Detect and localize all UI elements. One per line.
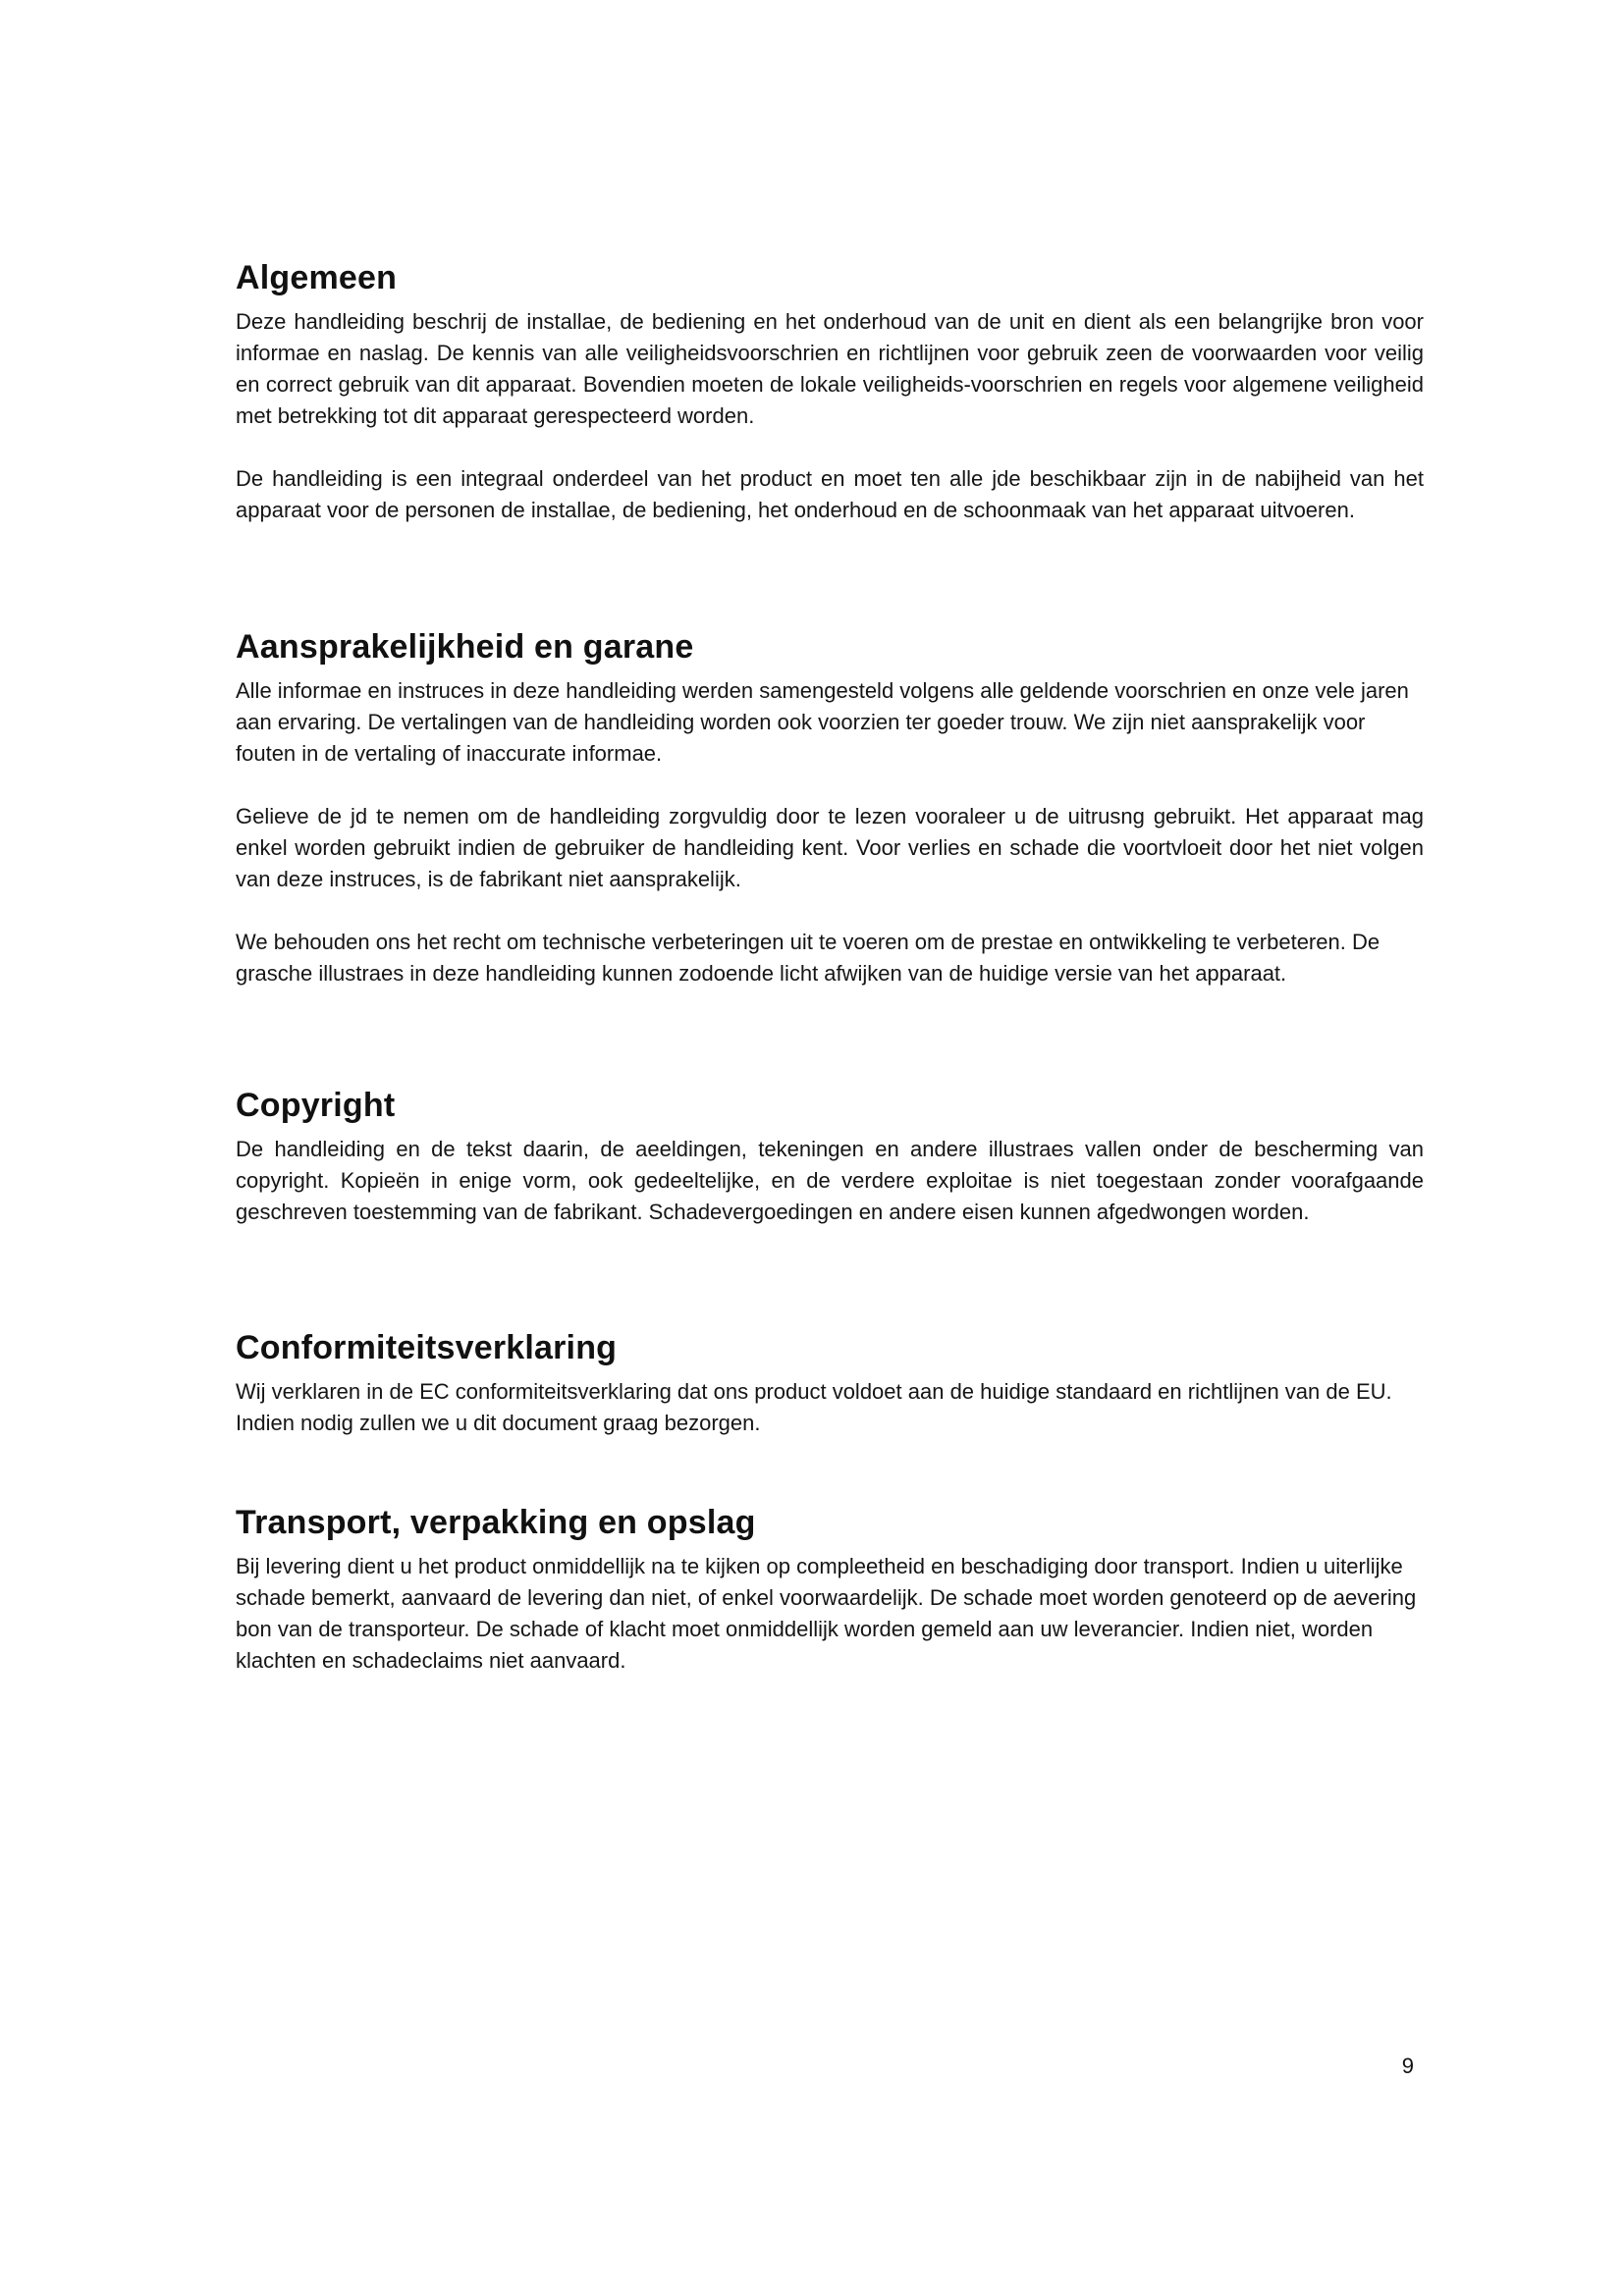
section-conformiteit	[236, 1327, 1424, 1439]
section-copyright	[236, 1085, 1424, 1228]
section-paragraph: We behouden ons het recht om technische verbeteringen uit te voeren om de prestae en ontwikkeling te verbeteren. De grasche illustraes in deze handleiding kunnen zodoende licht afwijken van de huidige versie van het apparaat.	[236, 930, 1380, 986]
section-paragraph: Wij verklaren in de EC conformiteitsverklaring dat ons product voldoet aan de huidige standaard en richtlijnen van de EU. Indien nodig zullen we u dit document graag bezorgen.	[236, 1379, 1392, 1435]
page-number: 9	[1401, 2054, 1414, 2078]
section-paragraph: Gelieve de jd te nemen om de handleiding zorgvuldig door te lezen vooraleer u de uitrusng gebruikt. Het apparaat mag enkel worden gebruikt indien de gebruiker de handleiding kent. Voor verlies en schade die voortvloeit door het niet volgen van deze instruces, is de fabrikant niet aansprakelijk.	[236, 804, 1424, 891]
section-paragraph: Deze handleiding beschrij de installae, de bediening en het onderhoud van de unit en dient als een belangrijke bron voor informae en naslag. De kennis van alle veiligheidsvoorschrien en richtlijnen voor gebruik zeen de voorwaarden voor veilig en correct gebruik van dit apparaat. Bovendien moeten de lokale veiligheids-voorschrien en regels voor algemene veiligheid met betrekking tot dit apparaat gerespecteerd worden.	[236, 309, 1424, 428]
section-paragraph: De handleiding en de tekst daarin, de aeeldingen, tekeningen en andere illustraes vallen onder de bescherming van copyright. Kopieën in enige vorm, ook gedeeltelijke, en de verdere exploitae is niet toegestaan zonder voorafgaande geschreven toestemming van de fabrikant. Schadevergoedingen en andere eisen kunnen afgedwongen worden.	[236, 1137, 1424, 1224]
section-transport	[236, 1502, 1424, 1677]
section-algemeen	[236, 257, 1424, 526]
section-heading: Transport, verpakking en opslag	[236, 1504, 756, 1541]
section-paragraph: De handleiding is een integraal onderdeel van het product en moet ten alle jde beschikbaar zijn in de nabijheid van het apparaat voor de personen de installae, de bediening, het onderhoud en de schoonmaak van het apparaat uitvoeren.	[236, 466, 1424, 522]
section-heading: Copyright	[236, 1087, 396, 1124]
section-aansprakelijkheid	[236, 626, 1424, 989]
section-heading: Aansprakelijkheid en garane	[236, 628, 694, 666]
section-heading: Algemeen	[236, 259, 398, 296]
section-paragraph: Alle informae en instruces in deze handleiding werden samengesteld volgens alle geldende voorschrien en onze vele jaren aan ervaring. De vertalingen van de handleiding worden ook voorzien ter goeder trouw. We zijn niet aansprakelijk voor fouten in de vertaling of inaccurate informae.	[236, 678, 1409, 766]
section-paragraph: Bij levering dient u het product onmiddellijk na te kijken op compleetheid en beschadiging door transport. Indien u uiterlijke schade bemerkt, aanvaard de levering dan niet, of enkel voorwaardelijk. De schade moet worden genoteerd op de aevering bon van de transporteur. De schade of klacht moet onmiddellijk worden gemeld aan uw leverancier. Indien niet, worden klachten en schadeclaims niet aanvaard.	[236, 1554, 1417, 1673]
section-heading: Conformiteitsverklaring	[236, 1329, 618, 1366]
